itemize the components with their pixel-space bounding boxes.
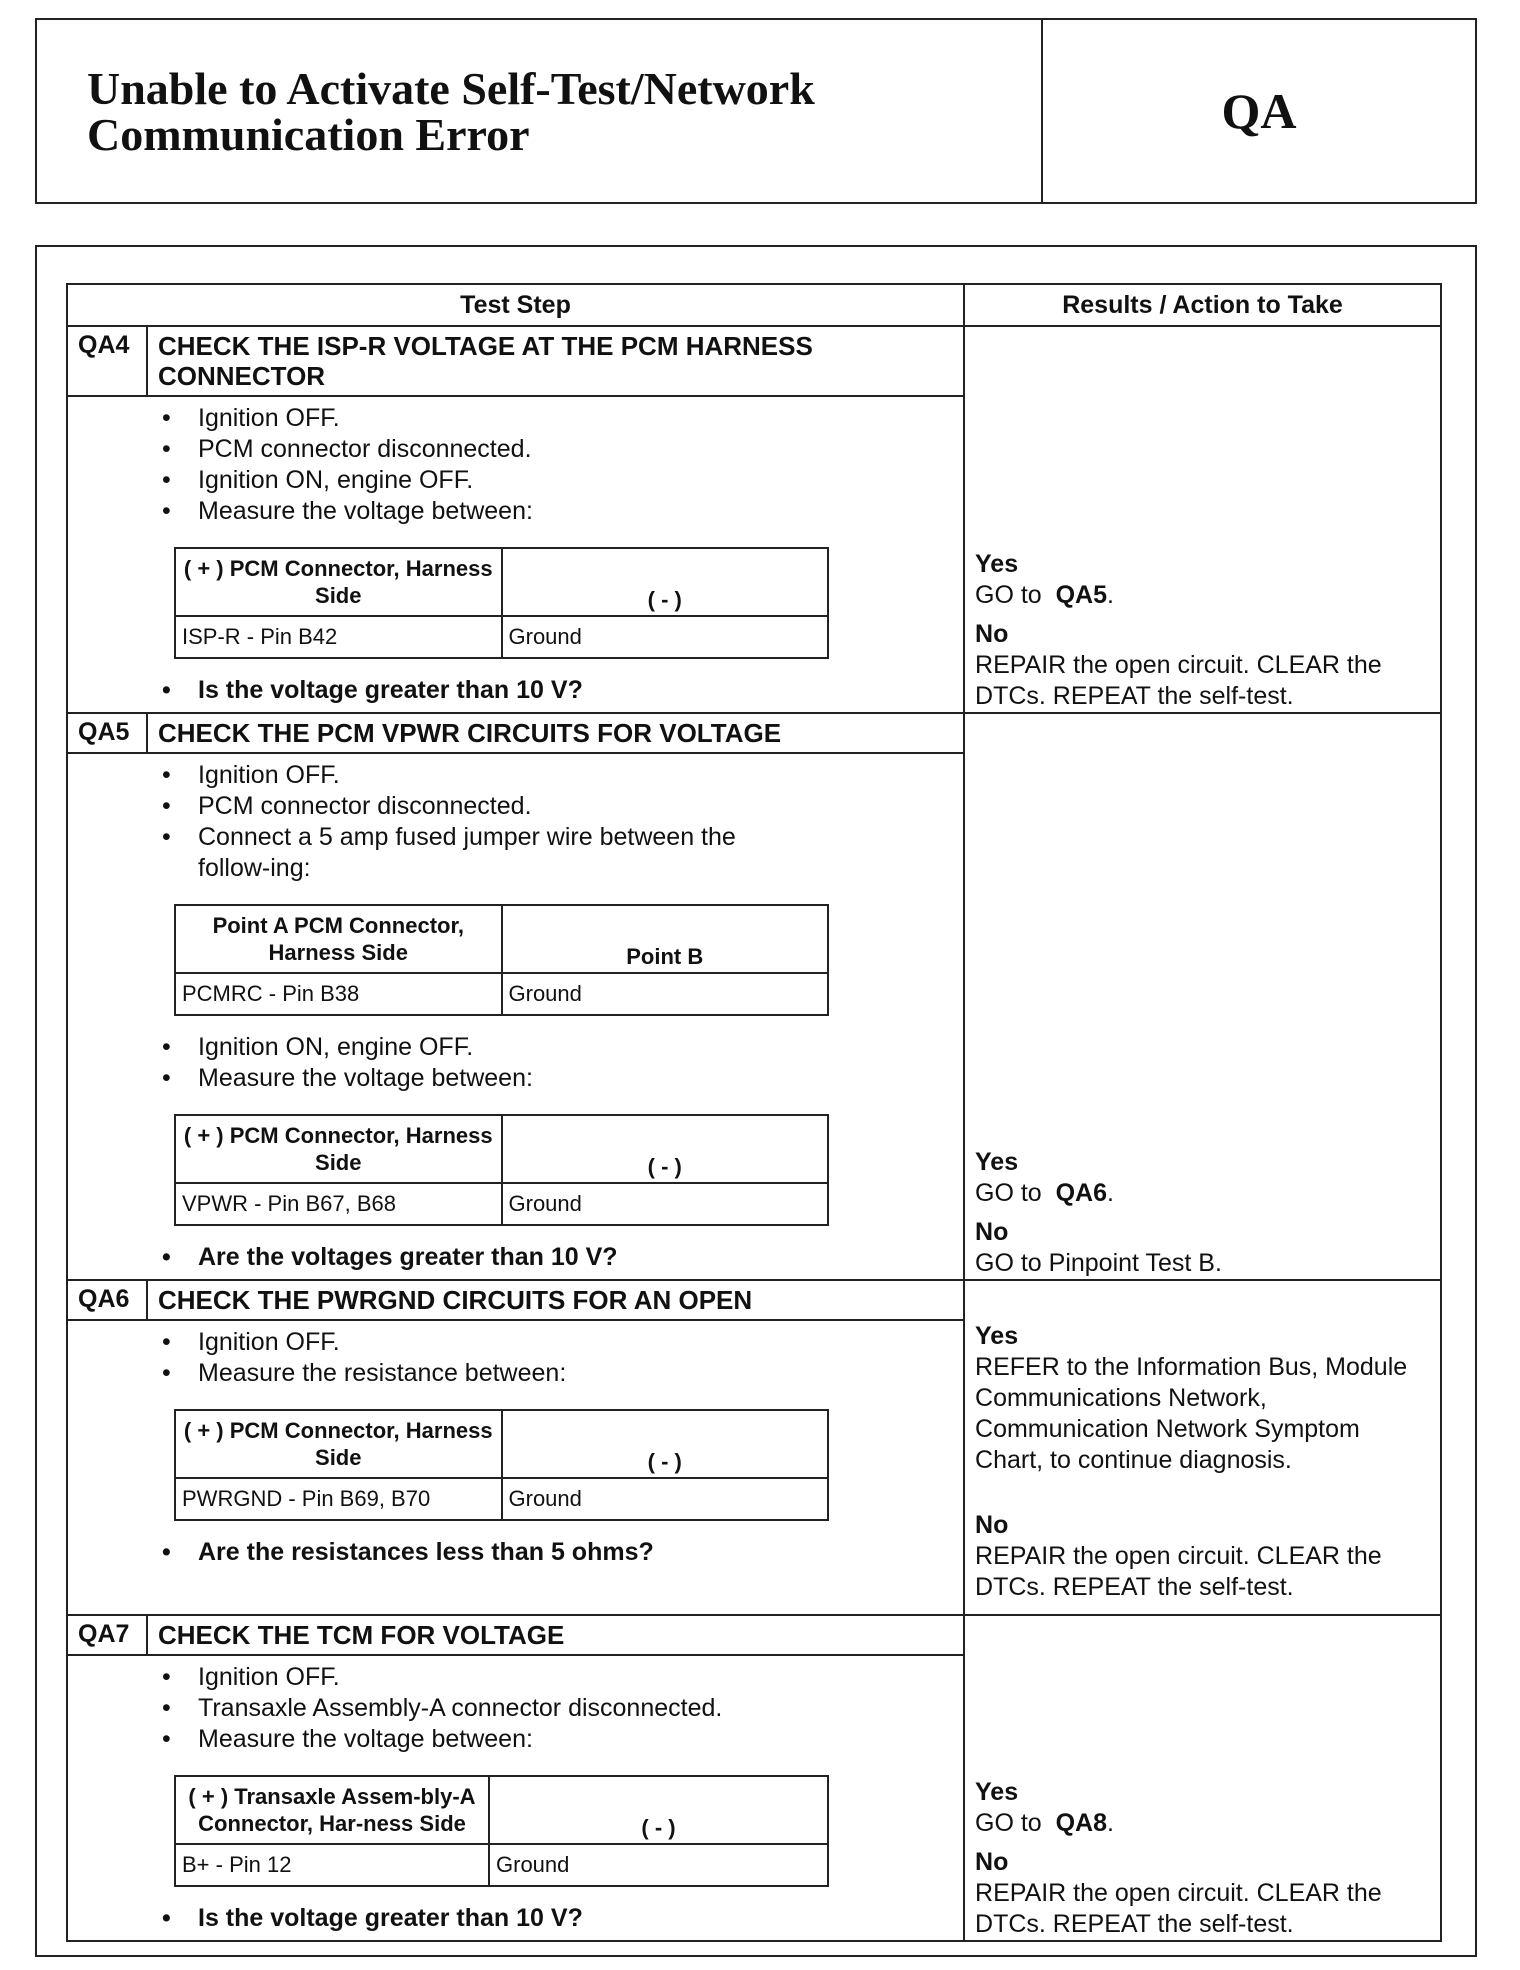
no-label: No bbox=[975, 1848, 1009, 1876]
list-item: • Ignition OFF. bbox=[162, 403, 963, 434]
pin-table-header: ( - ) bbox=[502, 548, 829, 616]
no-label: No bbox=[975, 1511, 1009, 1539]
list-item: • Measure the voltage between: bbox=[162, 1063, 963, 1094]
step-title: CHECK THE PCM VPWR CIRCUITS FOR VOLTAGE bbox=[147, 713, 964, 753]
pin-table-header: ( - ) bbox=[502, 1115, 829, 1183]
step-qa4-title-row bbox=[67, 326, 1441, 396]
pin-table bbox=[174, 1775, 829, 1887]
yes-target: QA6 bbox=[1055, 1179, 1108, 1207]
step-qa5-title-row bbox=[67, 713, 1441, 753]
step-question: • Are the resistances less than 5 ohms? bbox=[162, 1537, 963, 1568]
yes-label: Yes bbox=[975, 1322, 1019, 1350]
pin-table bbox=[174, 547, 829, 659]
yes-target: QA8 bbox=[1055, 1809, 1108, 1837]
no-action: REPAIR the open circuit. CLEAR the DTCs. REPEAT the self-test. bbox=[975, 1542, 1382, 1601]
section-code: QA bbox=[1221, 83, 1297, 139]
pin-table-header: ( - ) bbox=[489, 1776, 828, 1844]
step-code: QA7 bbox=[67, 1615, 147, 1655]
pin-table-cell: PCMRC - Pin B38 bbox=[175, 973, 502, 1015]
pin-table-cell: Ground bbox=[489, 1844, 828, 1886]
no-action: REPAIR the open circuit. CLEAR the DTCs. REPEAT the self-test. bbox=[975, 651, 1382, 710]
yes-action: GO to QA6. bbox=[975, 1179, 1114, 1207]
list-item: • PCM connector disconnected. bbox=[162, 791, 963, 822]
pin-table-cell: B+ - Pin 12 bbox=[175, 1844, 489, 1886]
step-qa4-results bbox=[964, 326, 1441, 713]
pin-table-cell: Ground bbox=[502, 616, 829, 658]
step-qa6-results bbox=[964, 1280, 1441, 1615]
step-qa7-results bbox=[964, 1615, 1441, 1941]
step-qa7-bullets bbox=[162, 1662, 963, 1755]
pin-table-cell: Ground bbox=[502, 1183, 829, 1225]
step-title: CHECK THE PWRGND CIRCUITS FOR AN OPEN bbox=[147, 1280, 964, 1320]
step-qa7-title-row bbox=[67, 1615, 1441, 1655]
step-qa6-body bbox=[67, 1320, 964, 1615]
step-title: CHECK THE TCM FOR VOLTAGE bbox=[147, 1615, 964, 1655]
list-item: • Measure the voltage between: bbox=[162, 496, 963, 527]
yes-action: GO to QA5. bbox=[975, 581, 1114, 609]
step-qa5-body bbox=[67, 753, 964, 1280]
no-action: GO to Pinpoint Test B. bbox=[975, 1249, 1222, 1277]
step-qa4-body bbox=[67, 396, 964, 713]
step-question: • Are the voltages greater than 10 V? bbox=[162, 1242, 963, 1273]
test-step-table bbox=[66, 283, 1442, 1942]
list-item: • Ignition OFF. bbox=[162, 1662, 963, 1693]
step-qa5-bullets-2 bbox=[162, 1032, 963, 1094]
step-qa6-title-row bbox=[67, 1280, 1441, 1320]
list-item: • Ignition OFF. bbox=[162, 1327, 963, 1358]
step-code: QA5 bbox=[67, 713, 147, 753]
no-label: No bbox=[975, 1218, 1009, 1246]
step-qa6-bullets bbox=[162, 1327, 963, 1389]
test-step-header: Test Step bbox=[67, 284, 964, 326]
pin-table-header: ( + ) PCM Connector, Harness Side bbox=[175, 1115, 502, 1183]
yes-label: Yes bbox=[975, 1778, 1019, 1806]
pin-table bbox=[174, 1409, 829, 1521]
list-item: • Measure the voltage between: bbox=[162, 1724, 963, 1755]
pin-table-header: Point B bbox=[502, 905, 829, 973]
pin-table bbox=[174, 1114, 829, 1226]
yes-label: Yes bbox=[975, 550, 1019, 578]
step-title: CHECK THE ISP-R VOLTAGE AT THE PCM HARNESS CONNECTOR bbox=[147, 326, 964, 396]
results-header: Results / Action to Take bbox=[964, 284, 1441, 326]
step-code: QA6 bbox=[67, 1280, 147, 1320]
yes-label: Yes bbox=[975, 1148, 1019, 1176]
step-qa7-body bbox=[67, 1655, 964, 1941]
pin-table-cell: ISP-R - Pin B42 bbox=[175, 616, 502, 658]
page-header bbox=[35, 18, 1477, 204]
list-item: • Measure the resistance between: bbox=[162, 1358, 963, 1389]
step-qa5-bullets bbox=[162, 760, 963, 884]
yes-target: QA5 bbox=[1055, 581, 1108, 609]
pin-table-cell: PWRGND - Pin B69, B70 bbox=[175, 1478, 502, 1520]
page-title-line-2: Communication Error bbox=[87, 109, 530, 160]
step-code: QA4 bbox=[67, 326, 147, 396]
list-item: • Transaxle Assembly-A connector disconnected. bbox=[162, 1693, 963, 1724]
list-item: • PCM connector disconnected. bbox=[162, 434, 963, 465]
no-label: No bbox=[975, 620, 1009, 648]
pin-table-header: ( + ) PCM Connector, Harness Side bbox=[175, 1410, 502, 1478]
pin-table-cell: Ground bbox=[502, 973, 829, 1015]
list-item: • Connect a 5 amp fused jumper wire between the follow-ing: bbox=[162, 822, 758, 884]
yes-action: GO to QA8. bbox=[975, 1809, 1114, 1837]
page-title-line-1: Unable to Activate Self-Test/Network bbox=[87, 63, 815, 114]
step-question: • Is the voltage greater than 10 V? bbox=[162, 675, 963, 706]
pin-table bbox=[174, 904, 829, 1016]
list-item: • Ignition OFF. bbox=[162, 760, 963, 791]
yes-action: REFER to the Information Bus, Module Communications Network, Communication Network Symptom Chart, to continue diagnosis. bbox=[975, 1353, 1408, 1474]
step-qa5-results bbox=[964, 713, 1441, 1280]
pin-table-header: ( + ) PCM Connector, Harness Side bbox=[175, 548, 502, 616]
list-item: • Ignition ON, engine OFF. bbox=[162, 1032, 963, 1063]
pin-table-header: ( + ) Transaxle Assem-bly-A Connector, Har-ness Side bbox=[175, 1776, 489, 1844]
pin-table-header: ( - ) bbox=[502, 1410, 829, 1478]
list-item: • Ignition ON, engine OFF. bbox=[162, 465, 963, 496]
pin-table-header: Point A PCM Connector, Harness Side bbox=[175, 905, 502, 973]
no-action: REPAIR the open circuit. CLEAR the DTCs. REPEAT the self-test. bbox=[975, 1879, 1382, 1938]
step-question: • Is the voltage greater than 10 V? bbox=[162, 1903, 963, 1934]
step-qa4-bullets bbox=[162, 403, 963, 527]
pin-table-cell: VPWR - Pin B67, B68 bbox=[175, 1183, 502, 1225]
pin-table-cell: Ground bbox=[502, 1478, 829, 1520]
page-title bbox=[37, 20, 1043, 202]
